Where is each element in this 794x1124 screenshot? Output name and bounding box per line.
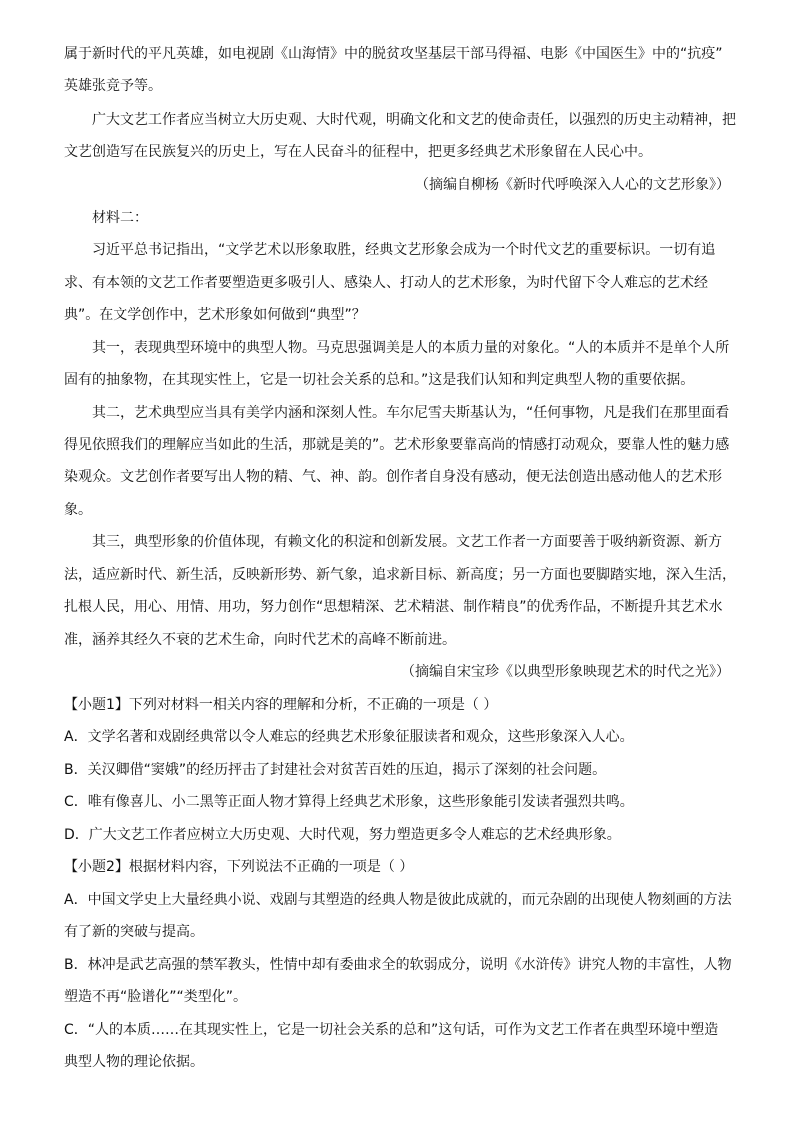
section-heading: 材料二： xyxy=(92,210,148,226)
answer-option-continued: 塑造不再“脸谱化”“类型化”。 xyxy=(64,989,248,1005)
source-citation: （摘编自宋宝珍《以典型形象映现艺术的时代之光》） xyxy=(401,664,730,680)
body-text-line: 属于新时代的平凡英雄，如电视剧《山海情》中的脱贫攻坚基层干部马得福、电影《中国医生》中的“抗疫” xyxy=(64,46,723,62)
answer-option: A．文学名著和戏剧经典常以令人难忘的经典艺术形象征服读者和观众，这些形象深入人心。 xyxy=(64,729,634,745)
question-stem: 【小题1】下列对材料一相关内容的理解和分析，不正确的一项是（ ） xyxy=(64,697,498,713)
source-citation: （摘编自柳杨《新时代呼唤深入人心的文艺形象》） xyxy=(415,177,730,193)
body-text-line: 习近平总书记指出，“文学艺术以形象取胜，经典文艺形象会成为一个时代文艺的重要标识。一切有追 xyxy=(92,242,716,258)
body-text-line: 英雄张竞予等。 xyxy=(64,78,162,94)
answer-option: D．广大文艺工作者应树立大历史观、大时代观，努力塑造更多令人难忘的艺术经典形象。 xyxy=(64,827,621,843)
body-text-line: 其二，艺术典型应当具有美学内涵和深刻人性。车尔尼雪夫斯基认为，“任何事物，凡是我们在那里面看 xyxy=(92,405,730,421)
answer-option: C．“人的本质……在其现实性上，它是一切社会关系的总和”这句话，可作为文艺工作者在典型环境中塑造 xyxy=(64,1022,719,1038)
body-text-line: 法，适应新时代、新生活，反映新形势、新气象，追求新目标、新高度；另一方面也要脚踏实地，深入生活， xyxy=(64,567,736,583)
answer-option-continued: 有了新的突破与提高。 xyxy=(64,924,204,940)
body-text-line: 象。 xyxy=(64,502,92,518)
body-text-line: 广大文艺工作者应当树立大历史观、大时代观，明确文化和文艺的使命责任，以强烈的历史主动精神，把 xyxy=(92,112,736,128)
body-text-line: 得见依照我们的理解应当如此的生活，那就是美的”。艺术形象要靠高尚的情感打动观众，要靠人性的魅力感 xyxy=(64,437,730,453)
question-stem: 【小题2】根据材料内容，下列说法不正确的一项是（ ） xyxy=(64,859,414,875)
body-text-line: 准，涵养其经久不衰的艺术生命，向时代艺术的高峰不断前进。 xyxy=(64,632,456,648)
answer-option: A．中国文学史上大量经典小说、戏剧与其塑造的经典人物是彼此成就的，而元杂剧的出现使人物刻画的方法 xyxy=(64,892,732,908)
body-text-line: 其一，表现典型环境中的典型人物。马克思强调美是人的本质力量的对象化。“人的本质并不是单个人所 xyxy=(92,340,730,356)
body-text-line: 文艺创造写在民族复兴的历史上，写在人民奋斗的征程中，把更多经典艺术形象留在人民心中。 xyxy=(64,144,652,160)
answer-option: C．唯有像喜儿、小二黑等正面人物才算得上经典艺术形象，这些形象能引发读者强烈共鸣。 xyxy=(64,794,634,810)
body-text-line: 求、有本领的文艺工作者要塑造更多吸引人、感染人、打动人的艺术形象，为时代留下令人难忘的艺术经 xyxy=(64,275,708,291)
body-text-line: 扎根人民，用心、用情、用功，努力创作“思想精深、艺术精湛、制作精良”的优秀作品，不断提升其艺术水 xyxy=(64,599,723,615)
answer-option: B．关汉卿借“窦娥”的经历抨击了封建社会对贫苦百姓的压迫，揭示了深刻的社会问题。 xyxy=(64,762,607,778)
body-text-line: 染观众。文艺创作者要写出人物的精、气、神、韵。创作者自身没有感动，便无法创造出感动他人的艺术形 xyxy=(64,469,722,485)
body-text-line: 其三，典型形象的价值体现，有赖文化的积淀和创新发展。文艺工作者一方面要善于吸纳新资源、新方 xyxy=(92,534,722,550)
answer-option-continued: 典型人物的理论依据。 xyxy=(64,1054,204,1070)
answer-option: B．林冲是武艺高强的禁军教头，性情中却有委曲求全的软弱成分，说明《水浒传》讲究人物的丰富性，人物 xyxy=(64,957,732,973)
body-text-line: 固有的抽象物，在其现实性上，它是一切社会关系的总和。”这是我们认知和判定典型人物的重要依据。 xyxy=(64,372,695,388)
body-text-line: 典”。在文学创作中，艺术形象如何做到“典型”？ xyxy=(64,307,366,323)
